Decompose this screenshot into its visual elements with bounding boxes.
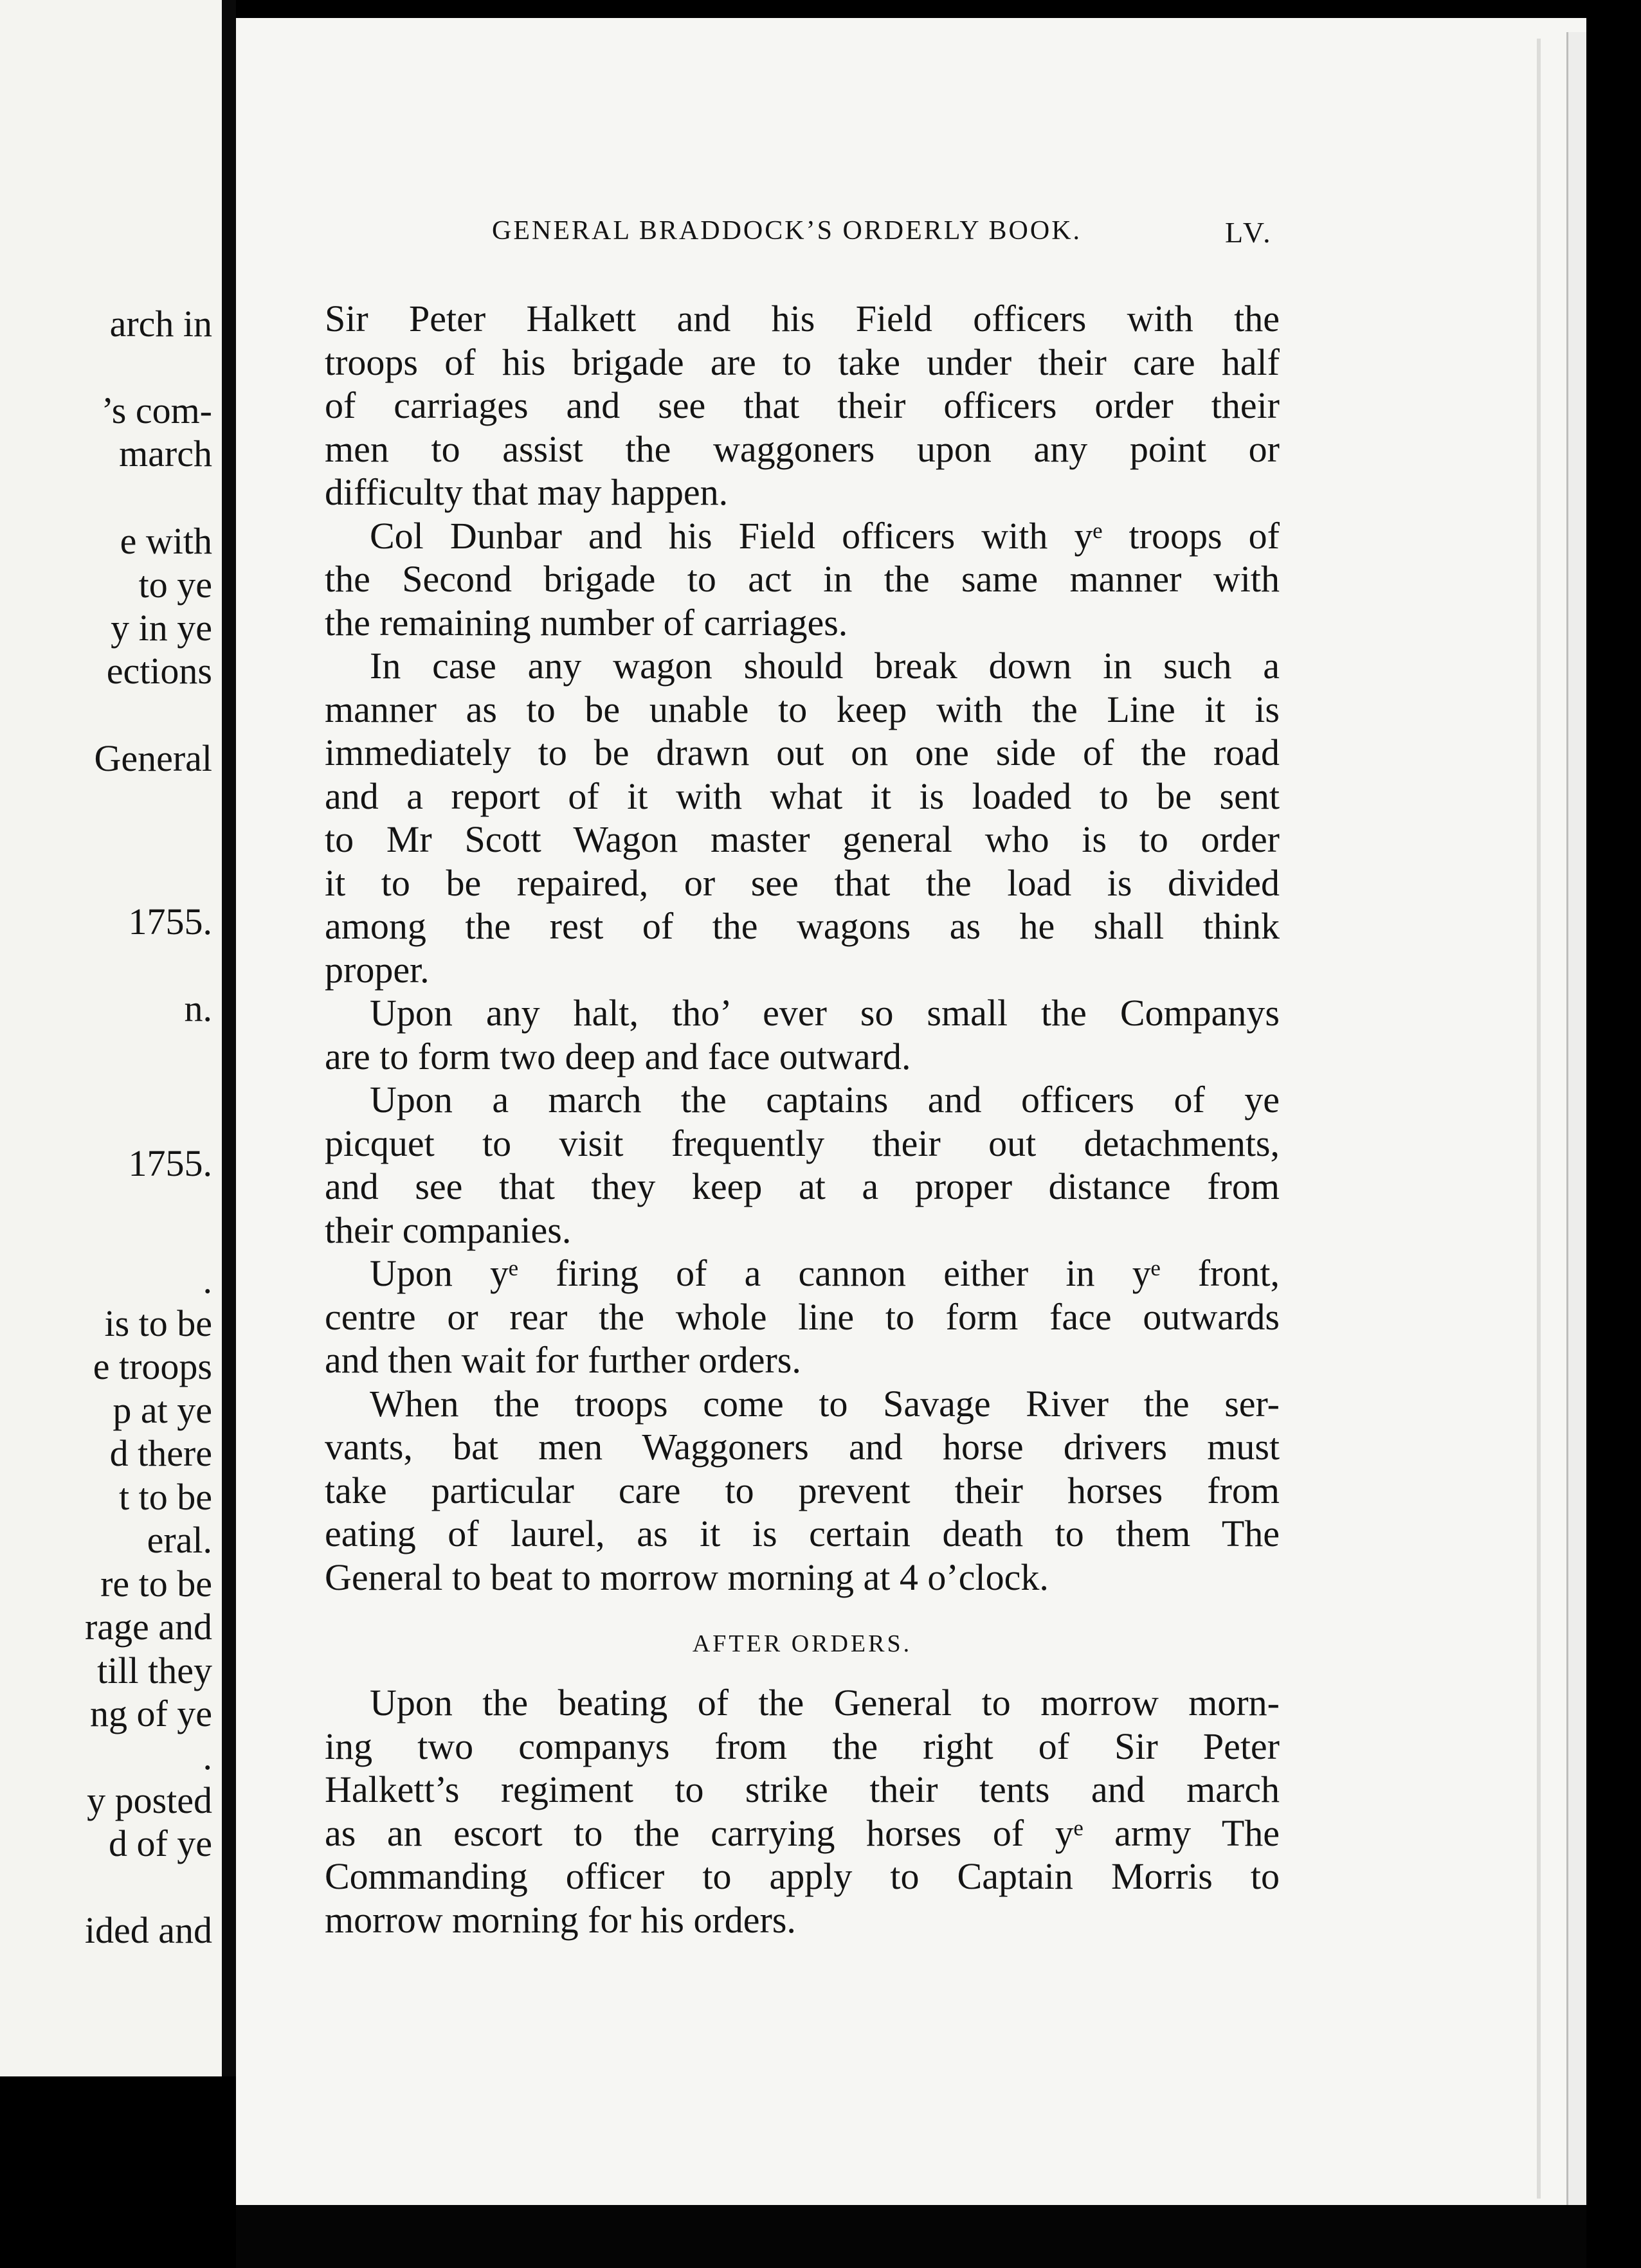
text-line: Upon any halt, tho’ ever so small the Companys: [370, 992, 1280, 1034]
text-line: take particular care to prevent their horses from: [325, 1469, 1280, 1511]
left-page-fragment: d of ye: [108, 1823, 212, 1864]
text-line: When the troops come to Savage River the ser-: [370, 1382, 1280, 1425]
left-page-fragment: t to be: [119, 1476, 212, 1518]
text-line: vants, bat men Waggoners and horse drivers must: [325, 1426, 1280, 1468]
text-line: to Mr Scott Wagon master general who is to order: [325, 818, 1280, 860]
left-page-fragment: till they: [97, 1650, 212, 1691]
left-page-fragment: ng of ye: [89, 1693, 212, 1734]
text-line: Halkett’s regiment to strike their tents and march: [325, 1769, 1280, 1810]
text-line: General to beat to morrow morning at 4 o’clock.: [325, 1556, 1049, 1598]
text-line: manner as to be unable to keep with the Line it is: [325, 688, 1280, 730]
after-orders-paragraph: [325, 1681, 1280, 1941]
text-line: among the rest of the wagons as he shall think: [325, 905, 1280, 947]
text-line: eating of laurel, as it is certain death to them The: [325, 1513, 1280, 1554]
paragraph: [325, 644, 1280, 991]
page-stack-edge: [1566, 32, 1586, 2205]
text-line: it to be repaired, or see that the load is divided: [325, 861, 1280, 904]
left-page-fragment: rage and: [84, 1606, 212, 1648]
text-line: centre or rear the whole line to form face outwards: [325, 1295, 1280, 1338]
text-line: proper.: [325, 948, 430, 991]
left-page-fragment: ’s com-: [101, 390, 212, 431]
text-line: picquet to visit frequently their out detachments,: [325, 1122, 1280, 1164]
left-page-fragment: eral.: [147, 1519, 212, 1561]
left-page-fragment: arch in: [109, 303, 212, 345]
paragraphs: [325, 297, 1280, 1599]
left-page-fragment: is to be: [104, 1302, 212, 1344]
text-line: Commanding officer to apply to Captain Morris to: [325, 1855, 1280, 1897]
page-body: [325, 297, 1280, 1941]
page-edge: [1537, 39, 1541, 2199]
left-page-fragment: re to be: [100, 1563, 212, 1605]
paragraph: [325, 514, 1280, 645]
left-page-fragment: ided and: [84, 1909, 212, 1951]
left-page-fragment: .: [203, 1259, 212, 1301]
paragraph: [325, 1681, 1280, 1941]
text-line: the remaining number of carriages.: [325, 601, 848, 644]
paragraph: [325, 991, 1280, 1078]
bottom-shadow: [236, 2205, 1586, 2268]
text-line: ing two companys from the right of Sir Peter: [325, 1725, 1280, 1767]
left-page-fragment: y in ye: [111, 607, 212, 649]
left-page-fragment: n.: [184, 987, 212, 1029]
left-page-fragment: to ye: [138, 564, 212, 606]
paragraph: [325, 1078, 1280, 1252]
text-line: the Second brigade to act in the same manner with: [325, 558, 1280, 600]
text-line: and a report of it with what it is loaded to be sent: [325, 775, 1280, 817]
text-line: In case any wagon should break down in such a: [370, 645, 1280, 687]
text-line: morrow morning for his orders.: [325, 1898, 796, 1941]
text-line: difficulty that may happen.: [325, 471, 729, 513]
text-line: and see that they keep at a proper distance from: [325, 1166, 1280, 1207]
left-page-fragment: d there: [109, 1432, 212, 1474]
left-page-fragment: p at ye: [113, 1389, 212, 1431]
running-head: GENERAL BRADDOCK’S ORDERLY BOOK.: [492, 216, 1082, 246]
text-line: troops of his brigade are to take under their care half: [325, 341, 1280, 383]
left-page-fragment: march: [119, 433, 212, 474]
text-line: of carriages and see that their officers order their: [325, 384, 1280, 426]
text-line: Upon the beating of the General to morrow morn-: [370, 1682, 1280, 1724]
text-line: are to form two deep and face outward.: [325, 1035, 911, 1077]
text-line: their companies.: [325, 1209, 572, 1251]
text-line: men to assist the waggoners upon any point or: [325, 428, 1280, 470]
text-line: immediately to be drawn out on one side of the road: [325, 732, 1280, 773]
text-line: Col Dunbar and his Field officers with yᵉ troops of: [370, 514, 1280, 557]
left-page-fragment: General: [94, 737, 212, 779]
text-line: as an escort to the carrying horses of yᵉ army The: [325, 1812, 1280, 1854]
left-page-fragment: 1755.: [128, 1142, 212, 1184]
text-line: and then wait for further orders.: [325, 1339, 801, 1381]
left-page-fragment: e troops: [93, 1346, 212, 1387]
paragraph: [325, 297, 1280, 514]
left-page-fragment: y posted: [87, 1779, 212, 1821]
page-number: LV.: [1225, 216, 1273, 249]
book-gutter: [222, 0, 236, 2076]
left-page-fragment: .: [203, 1736, 212, 1778]
text-line: Upon yᵉ firing of a cannon either in yᵉ front,: [370, 1252, 1280, 1294]
text-line: Upon a march the captains and officers of ye: [370, 1079, 1280, 1120]
left-page-fragment: e with: [120, 520, 212, 562]
paragraph: [325, 1382, 1280, 1599]
left-page-fragment: 1755.: [128, 901, 212, 942]
section-heading: AFTER ORDERS.: [692, 1630, 912, 1657]
left-page-fragment: ections: [106, 650, 212, 692]
text-line: Sir Peter Halkett and his Field officers with the: [325, 298, 1280, 339]
paragraph: [325, 1252, 1280, 1382]
